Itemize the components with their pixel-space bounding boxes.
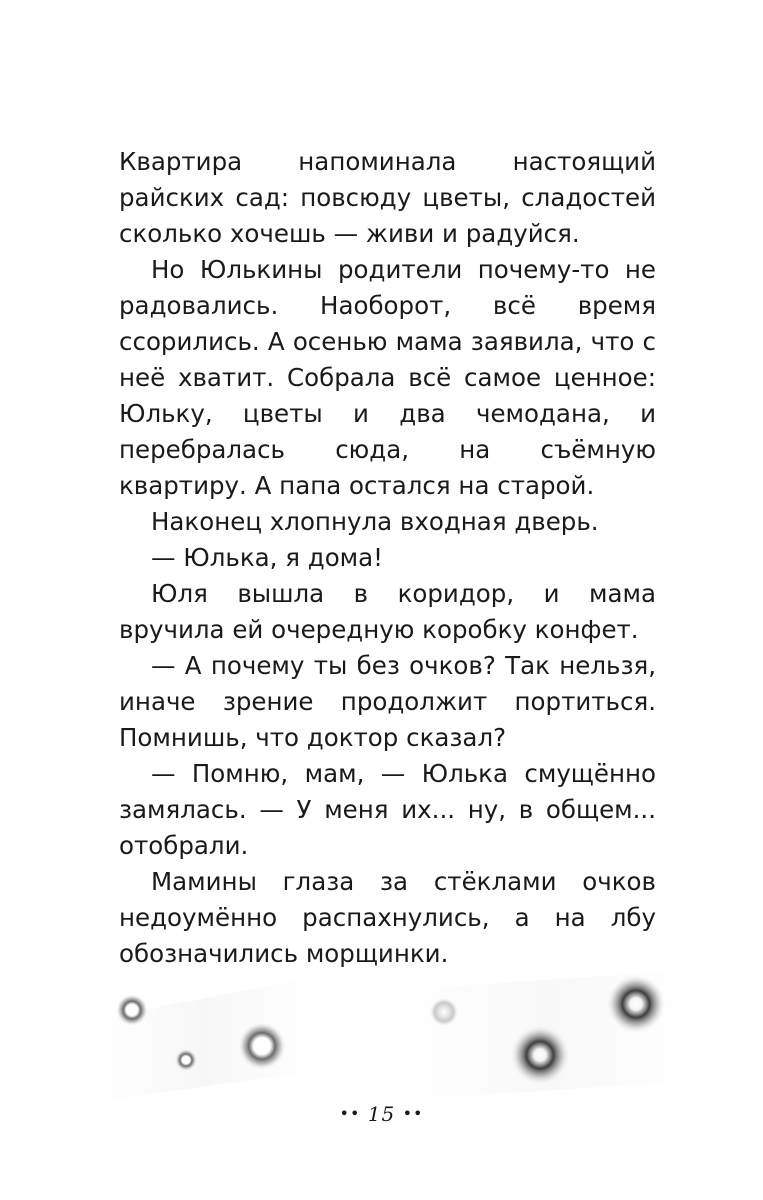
dialogue-line: — Юлька, я дома! [151,543,383,572]
bokeh-spot [175,1049,197,1071]
bokeh-decoration [0,960,763,1110]
page-number [0,1102,763,1126]
bokeh-spot [510,1025,570,1085]
body-text [119,144,656,972]
folio-dots-right: •• [402,1104,424,1123]
paragraph: Но Юлькины родители почему-то не радовались. Наоборот, всё время ссорились. А осенью мама заявила, что с неё хватит. Собрала всё самое ценное: Юльку, цветы и два чемодана, и перебралась сюда, на съёмную квартиру. А папа остался на старой. [119,255,656,500]
paragraph: Юля вышла в коридор, и мама вручила ей очередную коробку конфет. [119,579,656,644]
paragraph: Квартира напоминала настоящий райских сад: повсюду цветы, сладостей сколько хочешь — живи и радуйся. [119,147,656,248]
bokeh-spot [606,974,666,1034]
dialogue-line: — А почему ты без очков? Так нельзя, иначе зрение продолжит портиться. Помнишь, что доктор сказал? [119,651,656,752]
bokeh-spot [238,1022,286,1070]
page-number-value: 15 [367,1102,396,1126]
bokeh-spot [116,994,148,1026]
dialogue-line: — Помню, мам, — Юлька смущённо замялась. — У меня их... ну, в общем... отобрали. [119,759,656,860]
bokeh-spot [429,997,459,1027]
folio-dots-left: •• [339,1104,361,1123]
paragraph: Наконец хлопнула входная дверь. [151,507,599,536]
paragraph: Мамины глаза за стёклами очков недоумённо распахнулись, а на лбу обозначились морщинки. [119,867,656,968]
